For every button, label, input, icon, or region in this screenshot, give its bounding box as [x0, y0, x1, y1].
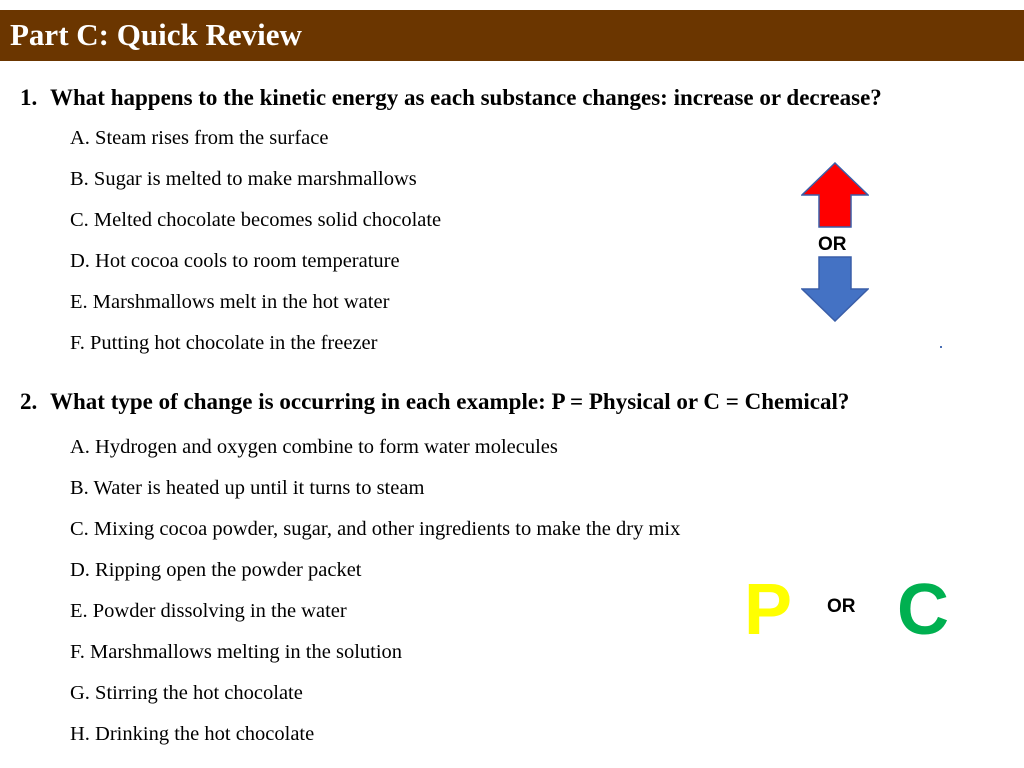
q2-item-b: B. Water is heated up until it turns to steam: [70, 477, 425, 499]
q1-item-b: B. Sugar is melted to make marshmallows: [70, 168, 417, 190]
question-2-number: 2.: [20, 389, 38, 414]
down-arrow-icon: [801, 256, 869, 322]
chemical-letter: C: [897, 570, 949, 650]
q2-item-d: D. Ripping open the powder packet: [70, 559, 362, 581]
q1-item-d: D. Hot cocoa cools to room temperature: [70, 250, 400, 272]
q1-item-f: F. Putting hot chocolate in the freezer: [70, 332, 378, 354]
stray-mark: [940, 346, 942, 348]
up-arrow-shape: [802, 163, 868, 227]
q1-item-c: C. Melted chocolate becomes solid chocolate: [70, 209, 442, 231]
q1-or-label: OR: [818, 234, 847, 255]
q2-item-c: C. Mixing cocoa powder, sugar, and other ingredients to make the dry mix: [70, 518, 681, 540]
down-arrow-shape: [802, 257, 868, 321]
physical-letter: P: [744, 570, 793, 650]
question-1-number: 1.: [20, 85, 38, 110]
q2-item-e: E. Powder dissolving in the water: [70, 600, 347, 622]
slide-title: Part C: Quick Review: [10, 17, 302, 52]
q2-item-f: F. Marshmallows melting in the solution: [70, 641, 403, 663]
question-2: [20, 390, 849, 413]
q2-item-g: G. Stirring the hot chocolate: [70, 682, 303, 704]
up-arrow-icon: [801, 162, 869, 228]
q2-item-h: H. Drinking the hot chocolate: [70, 723, 315, 745]
question-1: [20, 86, 882, 109]
q2-item-a: A. Hydrogen and oxygen combine to form water molecules: [70, 436, 558, 458]
q2-or-label: OR: [827, 596, 856, 617]
q1-item-e: E. Marshmallows melt in the hot water: [70, 291, 390, 313]
question-2-text: What type of change is occurring in each example: P = Physical or C = Chemical?: [50, 389, 850, 414]
question-1-text: What happens to the kinetic energy as each substance changes: increase or decrease?: [50, 85, 882, 110]
q1-item-a: A. Steam rises from the surface: [70, 127, 329, 149]
